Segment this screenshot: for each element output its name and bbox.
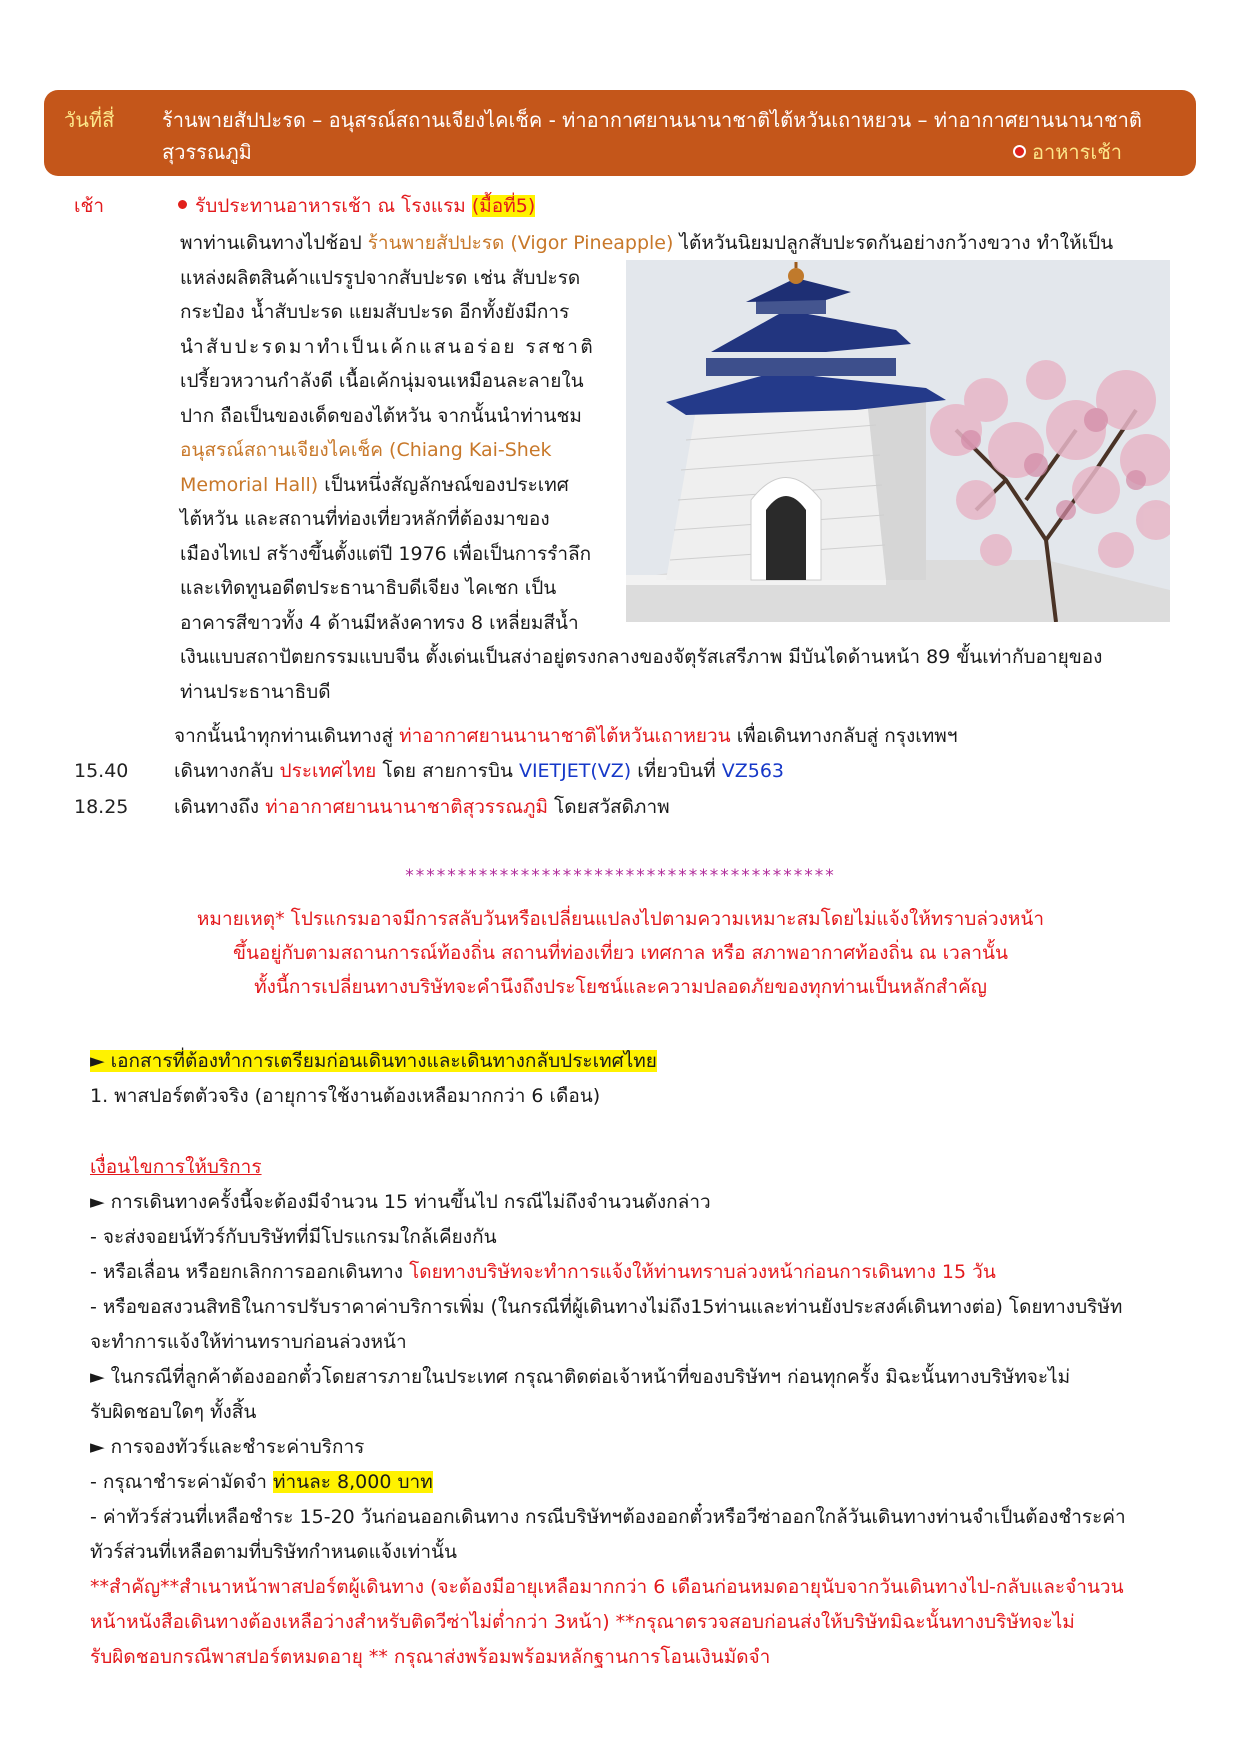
breakfast-text: รับประทานอาหารเช้า ณ โรงแรม [195,195,466,217]
para-line-8 [180,468,1180,503]
terms-line-6: ► ในกรณีที่ลูกค้าต้องออกตั๋วโดยสารภายในประเทศ กรุณาติดต่อเจ้าหน้าที่ของบริษัทฯ ก่อนทุกครั้ง มิฉะนั้นทางบริษัทจะไม่ [90,1366,1071,1388]
arrival-line [174,795,670,819]
time-arrival: 18.25 [74,796,129,818]
meal-number: (มื้อที่5) [471,195,536,217]
terms-line-10: - ค่าทัวร์ส่วนที่เหลือชำระ 15-20 วันก่อนออกเดินทาง กรณีบริษัทฯต้องออกตั๋วหรือวีซ่าออกใกล้วันเดินทางท่านจำเป็นต้องชำระค่า [90,1506,1126,1528]
pineapple-shop-name: ร้านพายสัปปะรด (Vigor Pineapple) [367,232,674,254]
flight-prefix: เที่ยวบินที่ [637,760,716,782]
departure-text: เดินทางกลับ [174,760,274,782]
documents-heading [90,1044,1180,1079]
transfer-text: จากนั้นนำทุกท่านเดินทางสู่ [174,725,394,747]
para-line-4: นำสับปะรดมาทำเป็นเค้กแสนอร่อย รสชาติ [180,335,596,358]
para-line-13: เงินแบบสถาปัตยกรรมแบบจีน ตั้งเด่นเป็นสง่าอยู่ตรงกลางของจัตุรัสเสรีภาพ มีบันไดด้านหน้า 89 ขั้นเท่ากับอายุของ [180,646,1103,668]
day-title-line-2: สุวรรณภูมิ [162,140,252,164]
meal-plate-icon [176,198,189,211]
description-paragraph [180,226,1180,709]
memorial-hall-name: Memorial Hall) [180,473,319,496]
para-text: ไต้หวันนิยมปลูกสับปะรดกันอย่างกว้างขวาง ทำให้เป็น [679,232,1114,254]
arrival-text: เดินทางถึง [174,796,260,818]
terms-heading: เงื่อนไขการให้บริการ [90,1156,262,1178]
para-line-9: ไต้หวัน และสถานที่ท่องเที่ยวหลักที่ต้องมาของ [180,508,550,530]
time-morning: เช้า [74,195,105,217]
breakfast-line [176,194,535,218]
day-meal-label: อาหารเช้า [1031,140,1122,164]
terms-line-1: ► การเดินทางครั้งนี้จะต้องมีจำนวน 15 ท่านขึ้นไป กรณีไม่ถึงจำนวนดังกล่าว [90,1191,711,1213]
terms-line-9 [90,1465,1180,1500]
para-line-12: อาคารสีขาวทั้ง 4 ด้านมีหลังคาทรง 8 เหลี่ยมสีน้ำ [180,611,579,634]
terms-line-5: จะทำการแจ้งให้ท่านทราบก่อนล่วงหน้า [90,1331,407,1353]
para-line-2: แหล่งผลิตสินค้าแปรรูปจากสับปะรด เช่น สับปะรด [180,266,581,289]
para-line-3: กระป๋อง น้ำสับปะรด แยมสับปะรด อีกทั้งยังมีการ [180,301,570,323]
para-line-7: อนุสรณ์สถานเจียงไคเช็ค (Chiang Kai-Shek [180,439,552,461]
day-title-line-1: ร้านพายสัปปะรด – อนุสรณ์สถานเจียงไคเช็ค - ท่าอากาศยานนานาชาติไต้หวันเถาหยวน – ท่าอากาศยานนานาชาติ [162,108,1142,132]
suvarnabhumi-airport: ท่าอากาศยานนานาชาติสุวรรณภูมิ [265,796,548,818]
para-line-1 [180,226,1180,261]
taoyuan-airport: ท่าอากาศยานนานาชาติไต้หวันเถาหยวน [399,725,731,747]
terms-section [90,1150,1180,1675]
airline-name: VIETJET(VZ) [518,760,632,782]
terms-line-7: รับผิดชอบใดๆ ทั้งสิ้น [90,1401,257,1423]
note-line-2: ขึ้นอยู่กับตามสถานการณ์ท้องถิ่น สถานที่ท่องเที่ยว เทศกาล หรือ สภาพอากาศท้องถิ่น ณ เวลานั้น [232,942,1009,964]
notice-period: โดยทางบริษัทจะทำการแจ้งให้ท่านทราบล่วงหน้าก่อนการเดินทาง 15 วัน [409,1261,996,1283]
flight-number: VZ563 [721,760,784,782]
note-line-3: ทั้งนี้การเปลี่ยนทางบริษัทจะคำนึงถึงประโยชน์และความปลอดภัยของทุกท่านเป็นหลักสำคัญ [254,976,987,998]
day-label: วันที่สี่ [64,108,115,132]
terms-text: - หรือเลื่อน หรือยกเลิกการออกเดินทาง [90,1261,404,1283]
airline-prefix: โดย สายการบิน [382,760,513,782]
departure-line [174,759,784,783]
transfer-text-end: เพื่อเดินทางกลับสู่ กรุงเทพฯ [736,725,958,747]
documents-heading-text: ► เอกสารที่ต้องทำการเตรียมก่อนเดินทางและเดินทางกลับประเทศไทย [90,1050,657,1072]
day-banner [44,90,1196,176]
terms-line-13: หน้าหนังสือเดินทางต้องเหลือว่างสำหรับติดวีซ่าไม่ต่ำกว่า 3หน้า) **กรุณาตรวจสอบก่อนส่งให้บริษัทมิฉะนั้นทางบริษัทจะไม่ [90,1611,1075,1633]
meal-plate-icon [1013,145,1026,158]
arrival-text-end: โดยสวัสดิภาพ [554,796,670,818]
documents-item-1: 1. พาสปอร์ตตัวจริง (อายุการใช้งานต้องเหลือมากกว่า 6 เดือน) [90,1085,601,1107]
terms-line-2: - จะส่งจอยน์ทัวร์กับบริษัทที่มีโปรแกรมใกล้เคียงกัน [90,1226,497,1248]
time-departure: 15.40 [74,760,129,782]
day-meal [1013,136,1122,168]
terms-line-4: - หรือขอสงวนสิทธิในการปรับราคาค่าบริการเพิ่ม (ในกรณีที่ผู้เดินทางไม่ถึง15ท่านและท่านยังประสงค์เดินทางต่อ) โดยทางบริษัท [90,1296,1123,1318]
terms-line-14: รับผิดชอบกรณีพาสปอร์ตหมดอายุ ** กรุณาส่งพร้อมพร้อมหลักฐานการโอนเงินมัดจำ [90,1646,771,1668]
documents-section [90,1044,1180,1114]
terms-line-11: ทัวร์ส่วนที่เหลือตามที่บริษัทกำหนดแจ้งเท่านั้น [90,1541,457,1563]
terms-line-3 [90,1255,1180,1290]
para-line-11: และเทิดทูนอดีตประธานาธิบดีเจียง ไคเชก เป็น [180,577,557,599]
terms-text: - กรุณาชำระค่ามัดจำ [90,1471,267,1493]
para-line-6: ปาก ถือเป็นของเด็ดของไต้หวัน จากนั้นนำท่านชม [180,404,582,427]
terms-line-12: **สำคัญ**สำเนาหน้าพาสปอร์ตผู้เดินทาง (จะต้องมีอายุเหลือมากกว่า 6 เดือนก่อนหมดอายุนับจากวันเดินทางไป-กลับและจำนวน [90,1576,1124,1598]
para-text: เป็นหนึ่งสัญลักษณ์ของประเทศ [324,473,569,496]
terms-line-8: ► การจองทัวร์และชำระค่าบริการ [90,1436,365,1458]
star-divider: ***************************************** [405,866,836,886]
para-line-14: ท่านประธานาธิบดี [180,680,331,703]
para-text: พาท่านเดินทางไปช้อป [180,232,362,254]
destination-country: ประเทศไทย [279,760,377,782]
para-line-10: เมืองไทเป สร้างขึ้นตั้งแต่ปี 1976 เพื่อเป็นการรำลึก [180,542,592,565]
para-line-5: เปรี้ยวหวานกำลังดี เนื้อเค้กนุ่มจนเหมือนละลายใน [180,370,584,392]
note-line-1: หมายเหตุ* โปรแกรมอาจมีการสลับวันหรือเปลี่ยนแปลงไปตามความเหมาะสมโดยไม่แจ้งให้ทราบล่วงหน้า [196,908,1045,930]
deposit-amount: ท่านละ 8,000 บาท [272,1471,433,1493]
transfer-line [174,724,957,748]
